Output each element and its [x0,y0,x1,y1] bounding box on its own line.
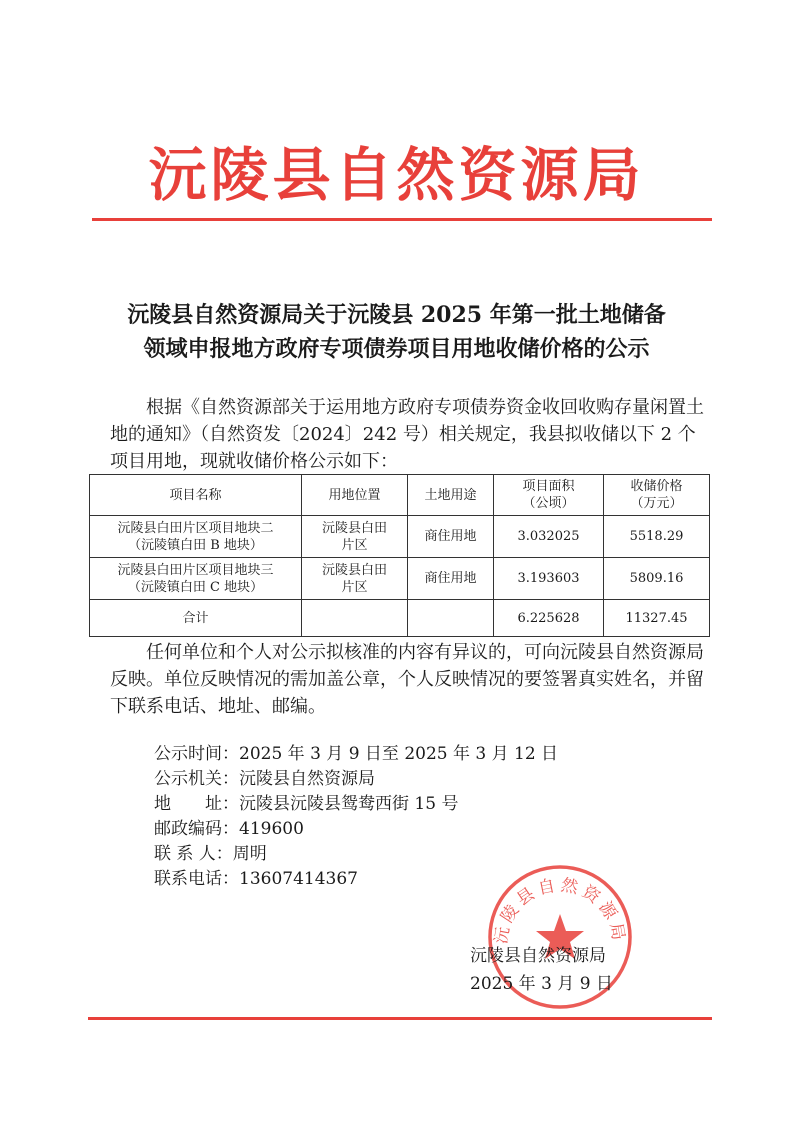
land-price-table [89,474,710,637]
info-address: 地 址：沅陵县沅陵县鸳鸯西街 15 号 [154,794,459,814]
header-location: 用地位置 [302,475,408,516]
cell-price: 5518.29 [604,516,710,558]
cell-project-name [90,558,302,600]
header-price-unit: （万元） [630,496,683,511]
info-agency: 公示机关：沅陵县自然资源局 [154,769,375,789]
cell-empty [302,600,408,637]
location-line-2: 片区 [341,579,368,595]
cell-total-label: 合计 [90,600,302,637]
signature-org: 沅陵县自然资源局 [470,946,606,966]
header-land-use: 土地用途 [408,475,494,516]
header-area-unit: （公顷） [522,496,575,511]
table-header-row [90,475,710,516]
cell-total-area: 6.225628 [494,600,604,637]
signature-date: 2025 年 3 月 9 日 [470,974,613,994]
notice-title-line-2: 领域申报地方政府专项债券项目用地收储价格的公示 [143,336,650,362]
info-postcode: 邮政编码：419600 [154,819,304,839]
header-area [494,475,604,516]
location-line-1: 沅陵县白田 [321,520,387,536]
table-total-row [90,600,710,637]
location-line-2: 片区 [341,537,368,553]
signature-block [470,942,700,998]
table-row [90,558,710,600]
project-name-line-2: （沅陵镇白田 C 地块） [127,579,264,595]
cell-empty [408,600,494,637]
header-project-name: 项目名称 [90,475,302,516]
cell-area: 3.193603 [494,558,604,600]
header-price-label: 收储价格 [630,479,683,494]
intro-paragraph: 根据《自然资源部关于运用地方政府专项债券资金收回收购存量闲置土地的通知》（自然资发〔2024〕242 号）相关规定，我县拟收储以下 2 个项目用地，现就收储价格公示如下： [110,397,704,472]
project-name-line-1: 沅陵县白田片区项目地块三 [117,562,274,578]
cell-location [302,558,408,600]
seal-text: 沅陵县自然资源局 [491,875,629,946]
cell-land-use: 商住用地 [408,516,494,558]
cell-total-price: 11327.45 [604,600,710,637]
notice-title [0,298,793,366]
info-contact: 联 系 人：周明 [154,844,267,864]
info-period: 公示时间：2025 年 3 月 9 日至 2025 年 3 月 12 日 [154,744,559,764]
letterhead-title: 沅陵县自然资源局 [148,141,645,209]
header-price [604,475,710,516]
notice-title-line-1: 沅陵县自然资源局关于沅陵县 2025 年第一批土地储备 [127,302,666,328]
table-row [90,516,710,558]
cell-area: 3.032025 [494,516,604,558]
cell-location [302,516,408,558]
cell-land-use: 商住用地 [408,558,494,600]
header-area-label: 项目面积 [522,479,575,494]
feedback-paragraph: 任何单位和个人对公示拟核准的内容有异议的，可向沅陵县自然资源局反映。单位反映情况的需加盖公章，个人反映情况的要签署真实姓名，并留下联系电话、地址、邮编。 [110,642,704,717]
project-name-line-2: （沅陵镇白田 B 地块） [128,537,263,553]
cell-price: 5809.16 [604,558,710,600]
footer-rule [88,1017,712,1020]
letterhead-rule [92,218,712,221]
info-phone: 联系电话：13607414367 [154,869,358,889]
project-name-line-1: 沅陵县白田片区项目地块二 [117,520,274,536]
cell-project-name [90,516,302,558]
location-line-1: 沅陵县白田 [321,562,387,578]
